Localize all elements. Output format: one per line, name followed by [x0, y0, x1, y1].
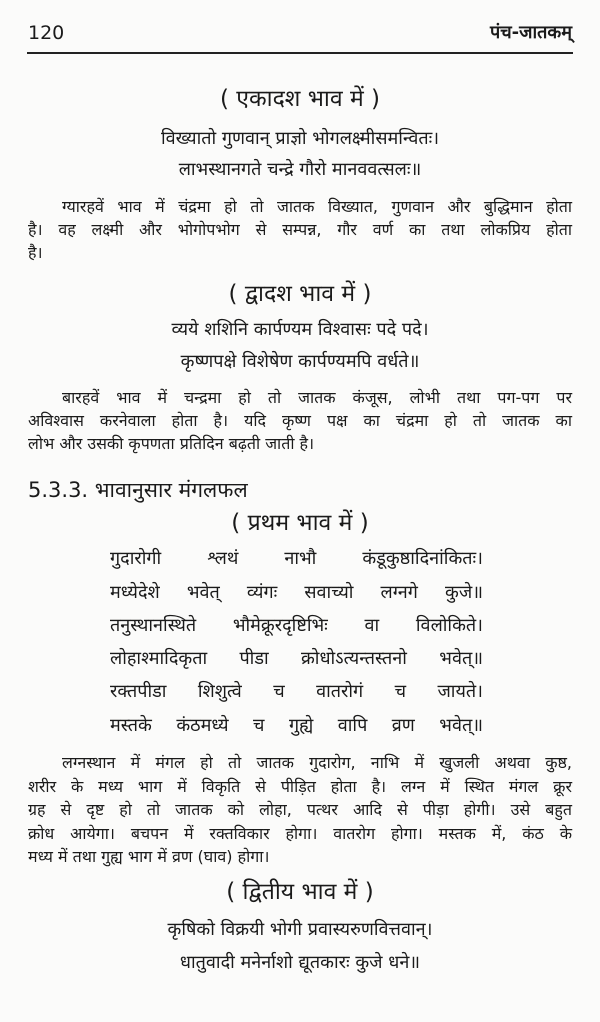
verse-line: व्यये शशिनि कार्पण्यम विश्वासः पदे पदे। — [171, 319, 429, 340]
paragraph-line: ग्रह से दृष्ट हो तो जातक को लोहा, पत्थर आदि से पीड़ा होगी। उसे बहुत — [28, 800, 572, 819]
paragraph-line: बारहवें भाव में चन्द्रमा हो तो जातक कंजूस, लोभी तथा पग-पग पर — [62, 388, 572, 407]
paragraph-line: मध्य में तथा गुह्य भाग में व्रण (घाव) होगा। — [28, 847, 270, 866]
verse-line: लाभस्थानगते चन्द्रे गौरो मानववत्सलः॥ — [178, 159, 422, 180]
verse-line: कृष्णपक्षे विशेषेण कार्पण्यमपि वर्धते॥ — [180, 351, 420, 372]
paragraph-line: लग्नस्थान में मंगल हो तो जातक गुदारोग, नाभि में खुजली अथवा कुष्ठ, — [62, 753, 572, 772]
verse-line: मध्येदेशे भवेत् व्यंगः सवाच्यो लग्नगे कुजे॥ — [110, 582, 483, 603]
paragraph-line: है। वह लक्ष्मी और भोगोपभोग से सम्पन्न, गौर वर्ण का तथा लोकप्रिय होता — [28, 220, 572, 239]
running-title: पंच-जातकम् — [490, 22, 572, 43]
heading-dwadash: ( द्वादश भाव में ) — [228, 281, 372, 307]
paragraph-line: लोभ और उसकी कृपणता प्रतिदिन बढ़ती जाती है। — [28, 434, 315, 453]
paragraph-line: शरीर के मध्य भाग में विकृति से पीड़ित होता है। लग्न में स्थित मंगल क्रूर — [28, 777, 572, 796]
paragraph-line: क्रोध आयेगा। बचपन में रक्तविकार होगा। वातरोग होगा। मस्तक में, कंठ के — [28, 824, 572, 843]
heading-ekadash: ( एकादश भाव में ) — [219, 86, 381, 112]
verse-line: रक्तपीडा शिशुत्वे च वातरोगं च जायते। — [110, 681, 483, 702]
paragraph-line: है। — [28, 243, 43, 262]
verse-line: लोहाश्मादिकृता पीडा क्रोधोऽत्यन्तस्तनो भवेत्॥ — [110, 648, 483, 669]
heading-pratham: ( प्रथम भाव में ) — [231, 510, 369, 536]
verse-line: गुदारोगी श्लथं नाभौ कंडूकुष्ठादिनांकितः। — [110, 548, 483, 569]
page-number: 120 — [28, 22, 65, 44]
verse-line: धातुवादी मनेर्नाशो द्यूतकारः कुजे धने॥ — [179, 952, 421, 973]
paragraph-line: ग्यारहवें भाव में चंद्रमा हो तो जातक विख्यात, गुणवान और बुद्धिमान होता — [62, 197, 572, 216]
verse-line: कृषिको विक्रयी भोगी प्रवास्यरुणवित्तवान्। — [167, 919, 433, 940]
verse-line: विख्यातो गुणवान् प्राज्ञो भोगलक्ष्मीसमन्वितः। — [160, 128, 440, 149]
verse-line: तनुस्थानस्थिते भौमेक्रूरदृष्टिभिः वा विलोकिते। — [110, 615, 483, 636]
header-rule — [27, 52, 573, 54]
section-title: 5.3.3. भावानुसार मंगलफल — [28, 478, 248, 502]
heading-dwitiya: ( द्वितीय भाव में ) — [226, 879, 374, 905]
paragraph-line: अविश्वास करनेवाला होता है। यदि कृष्ण पक्ष का चंद्रमा हो तो जातक का — [28, 411, 572, 430]
verse-line: मस्तके कंठमध्ये च गुह्ये वापि व्रण भवेत्॥ — [110, 715, 483, 736]
